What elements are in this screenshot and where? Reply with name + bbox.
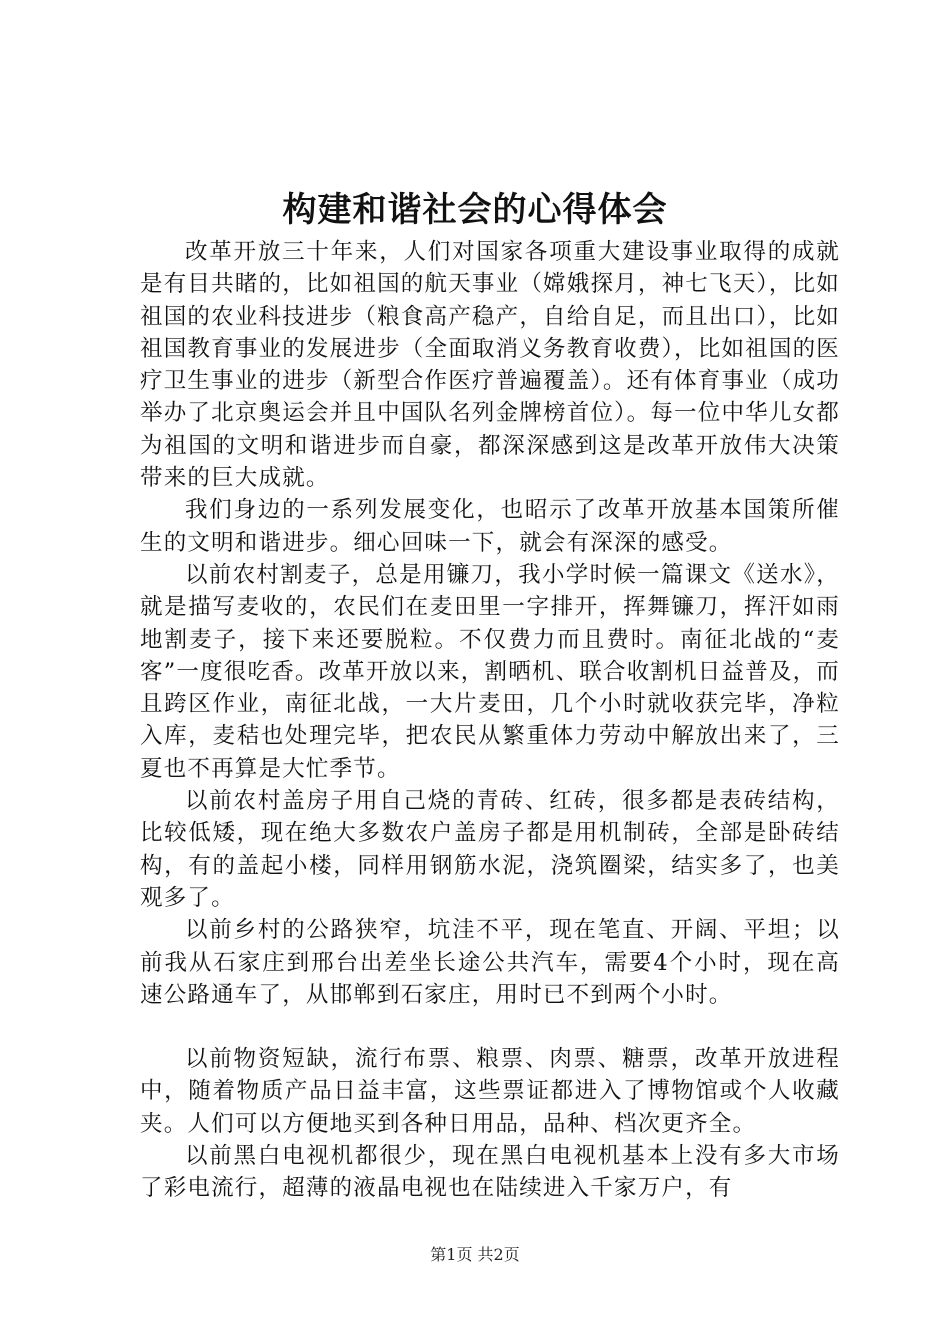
document-body (140, 236, 840, 1205)
paragraph-2: 我们身边的一系列发展变化，也昭示了改革开放基本国策所催生的文明和谐进步。细心回味一下，就会有深深的感受。 (140, 497, 840, 556)
paragraph-7: 以前黑白电视机都很少，现在黑白电视机基本上没有多大市场了彩电流行，超薄的液晶电视也在陆续进入千家万户，有 (140, 1143, 840, 1202)
paragraph-6: 以前物资短缺，流行布票、粮票、肉票、糖票，改革开放进程中，随着物质产品日益丰富，这些票证都进入了博物馆或个人收藏夹。人们可以方便地买到各种日用品，品种、档次更齐全。 (140, 1046, 840, 1137)
page-number-footer: 第1页 共2页 (430, 1245, 520, 1264)
document-title: 构建和谐社会的心得体会 (282, 190, 668, 230)
paragraph-5: 以前乡村的公路狭窄，坑洼不平，现在笔直、开阔、平坦；以前我从石家庄到邢台出差坐长途公共汽车，需要4个小时，现在高速公路通车了，从邯郸到石家庄，用时已不到两个小时。 (140, 917, 840, 1008)
paragraph-1: 改革开放三十年来，人们对国家各项重大建设事业取得的成就是有目共睹的，比如祖国的航天事业（嫦娥探月，神七飞天），比如祖国的农业科技进步（粮食高产稳产，自给自足，而且出口），比如祖国教育事业的发展进步（全面取消义务教育收费），比如祖国的医疗卫生事业的进步（新型合作医疗普遍覆盖）。还有体育事业（成功举办了北京奥运会并且中国队名列金牌榜首位）。每一位中华儿女都为祖国的文明和谐进步而自豪，都深深感到这是改革开放伟大决策带来的巨大成就。 (140, 239, 840, 492)
paragraph-4: 以前农村盖房子用自己烧的青砖、红砖，很多都是表砖结构，比较低矮，现在绝大多数农户盖房子都是用机制砖，全部是卧砖结构，有的盖起小楼，同样用钢筋水泥，浇筑圈梁，结实多了，也美观多了。 (140, 788, 840, 911)
paragraph-3: 以前农村割麦子，总是用镰刀，我小学时候一篇课文《送水》，就是描写麦收的，农民们在麦田里一字排开，挥舞镰刀，挥汗如雨地割麦子，接下来还要脱粒。不仅费力而且费时。南征北战的“麦客”一度很吃香。改革开放以来，割晒机、联合收割机日益普及，而且跨区作业，南征北战，一大片麦田，几个小时就收获完毕，净粒入库，麦秸也处理完毕，把农民从繁重体力劳动中解放出来了，三夏也不再算是大忙季节。 (140, 561, 841, 782)
